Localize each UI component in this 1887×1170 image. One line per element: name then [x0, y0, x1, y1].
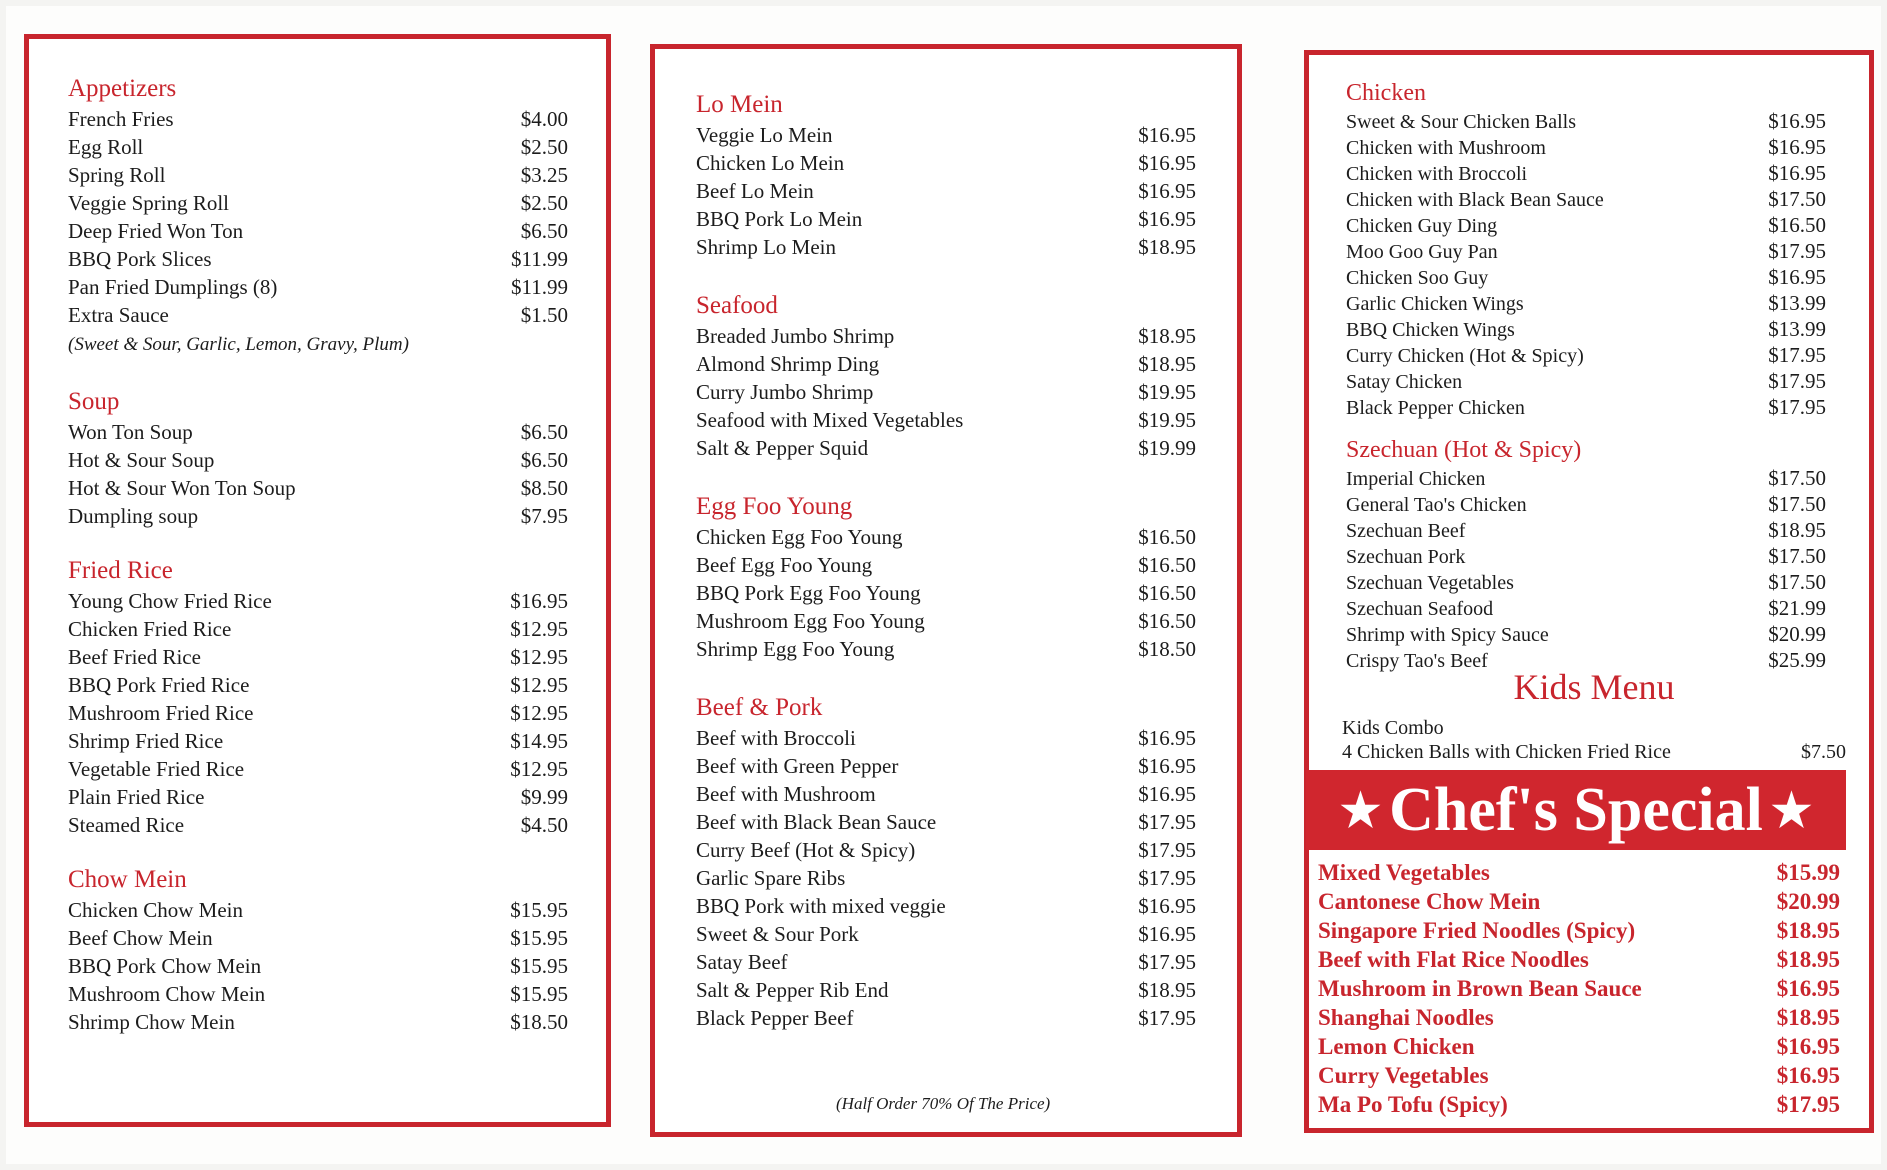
item-price: $17.50: [1768, 492, 1826, 516]
item-price: $17.95: [1138, 866, 1196, 890]
item-price: $16.50: [1138, 581, 1196, 605]
menu-item: [696, 976, 1196, 1004]
menu-item: [68, 217, 568, 245]
menu-section: [696, 90, 1196, 261]
menu-column-1: [68, 74, 568, 1062]
chef-special-item: [1318, 1003, 1840, 1032]
item-name: Black Pepper Chicken: [1346, 397, 1525, 419]
item-price: $13.99: [1768, 291, 1826, 315]
menu-item: [1346, 239, 1826, 265]
item-price: $15.95: [510, 898, 568, 922]
item-name: Garlic Spare Ribs: [696, 866, 846, 890]
section-title: Beef & Pork: [696, 694, 823, 721]
section-title: Chicken: [1346, 80, 1426, 106]
item-price: $16.95: [1768, 161, 1826, 185]
menu-section: [696, 693, 1196, 1032]
item-price: $16.95: [1138, 922, 1196, 946]
menu-section: [68, 387, 568, 530]
item-price: $2.50: [520, 135, 568, 159]
item-name: Black Pepper Beef: [696, 1006, 854, 1030]
item-name: Seafood with Mixed Vegetables: [696, 408, 964, 432]
item-name: Beef Lo Mein: [696, 179, 814, 203]
item-price: $17.95: [1768, 239, 1826, 263]
menu-item: [68, 245, 568, 273]
kids-combo-item: [1342, 740, 1846, 764]
menu-item: [1346, 265, 1826, 291]
half-order-note: (Half Order 70% Of The Price): [836, 1094, 1051, 1113]
chef-item-name: Mixed Vegetables: [1318, 860, 1490, 885]
chef-item-price: $18.95: [1776, 947, 1840, 972]
item-name: Hot & Sour Won Ton Soup: [68, 476, 296, 500]
item-name: Shrimp with Spicy Sauce: [1346, 624, 1549, 646]
menu-item: [696, 836, 1196, 864]
chef-item-price: $17.95: [1776, 1092, 1840, 1117]
item-price: $14.95: [510, 729, 568, 753]
item-price: $12.95: [510, 617, 568, 641]
item-name: Beef with Broccoli: [696, 726, 856, 750]
menu-item: [696, 233, 1196, 261]
item-price: $3.25: [520, 163, 568, 187]
item-price: $16.50: [1138, 525, 1196, 549]
chefs-special-banner: [1306, 770, 1846, 850]
item-price: $16.95: [1138, 123, 1196, 147]
item-price: $16.95: [510, 589, 568, 613]
section-title: Seafood: [696, 292, 778, 319]
item-price: $16.95: [1138, 726, 1196, 750]
item-price: $17.50: [1768, 466, 1826, 490]
item-price: $11.99: [511, 275, 568, 299]
item-price: $17.95: [1768, 369, 1826, 393]
menu-item: [68, 502, 568, 530]
section-title: Lo Mein: [696, 91, 783, 118]
menu-item: [696, 948, 1196, 976]
item-name: Chicken Egg Foo Young: [696, 525, 903, 549]
menu-item: [68, 924, 568, 952]
item-name: Szechuan Seafood: [1346, 598, 1494, 620]
chef-item-price: $18.95: [1776, 918, 1840, 943]
menu-item: [68, 105, 568, 133]
section-title: Chow Mein: [68, 866, 187, 893]
item-price: $16.95: [1138, 782, 1196, 806]
item-name: Veggie Spring Roll: [68, 191, 229, 215]
item-price: $19.99: [1138, 436, 1196, 460]
menu-item: [68, 980, 568, 1008]
item-price: $18.95: [1768, 518, 1826, 542]
kids-combo-desc: 4 Chicken Balls with Chicken Fried Rice: [1342, 741, 1671, 763]
item-name: Vegetable Fried Rice: [68, 757, 245, 781]
menu-item: [1346, 135, 1826, 161]
item-price: $20.99: [1768, 622, 1826, 646]
chef-item-price: $16.95: [1776, 976, 1840, 1001]
kids-menu: [1342, 664, 1846, 764]
item-price: $11.99: [511, 247, 568, 271]
item-name: Satay Beef: [696, 950, 788, 974]
item-name: Almond Shrimp Ding: [696, 352, 880, 376]
item-name: Beef with Black Bean Sauce: [696, 810, 937, 834]
item-name: Breaded Jumbo Shrimp: [696, 324, 895, 348]
item-price: $4.50: [520, 813, 568, 837]
item-price: $17.95: [1138, 810, 1196, 834]
item-name: Chicken Fried Rice: [68, 617, 232, 641]
chef-special-item: [1318, 1061, 1840, 1090]
item-name: Chicken Lo Mein: [696, 151, 845, 175]
item-price: $12.95: [510, 673, 568, 697]
section-note: (Sweet & Sour, Garlic, Lemon, Gravy, Plum): [68, 334, 409, 355]
item-name: Sweet & Sour Pork: [696, 922, 859, 946]
section-title: Fried Rice: [68, 557, 173, 584]
menu-section: [68, 865, 568, 1036]
item-name: Shrimp Chow Mein: [68, 1010, 235, 1034]
menu-item: [68, 1008, 568, 1036]
item-price: $17.95: [1138, 950, 1196, 974]
menu-item: [1346, 109, 1826, 135]
menu-item: [1346, 544, 1826, 570]
menu-item: [1346, 369, 1826, 395]
menu-item: [1346, 518, 1826, 544]
item-name: Pan Fried Dumplings (8): [68, 275, 278, 299]
item-price: $16.95: [1768, 109, 1826, 133]
chefs-special-list: [1318, 858, 1840, 1119]
item-price: $16.50: [1138, 609, 1196, 633]
item-name: Won Ton Soup: [68, 420, 193, 444]
chef-item-price: $16.95: [1776, 1063, 1840, 1088]
menu-item: [696, 149, 1196, 177]
chef-special-item: [1318, 858, 1840, 887]
item-name: Chicken Chow Mein: [68, 898, 243, 922]
item-price: $6.50: [520, 219, 568, 243]
menu-item: [68, 446, 568, 474]
menu-section: [1346, 78, 1826, 421]
item-price: $6.50: [520, 448, 568, 472]
item-name: Szechuan Vegetables: [1346, 572, 1514, 594]
item-price: $8.50: [520, 476, 568, 500]
kids-combo-price: $7.50: [1801, 741, 1846, 763]
menu-item: [696, 322, 1196, 350]
item-price: $16.95: [1138, 894, 1196, 918]
item-name: Szechuan Beef: [1346, 520, 1466, 542]
menu-item: [696, 205, 1196, 233]
menu-item: [1346, 596, 1826, 622]
item-price: $18.95: [1138, 235, 1196, 259]
menu-item: [1346, 187, 1826, 213]
item-name: Beef with Green Pepper: [696, 754, 899, 778]
menu-item: [696, 808, 1196, 836]
item-name: Curry Beef (Hot & Spicy): [696, 838, 916, 862]
item-name: Mushroom Fried Rice: [68, 701, 254, 725]
menu-item: [68, 896, 568, 924]
item-name: Egg Roll: [68, 135, 144, 159]
item-name: Beef Egg Foo Young: [696, 553, 873, 577]
menu-item: [68, 615, 568, 643]
menu-section: [696, 492, 1196, 663]
chef-special-item: [1318, 1032, 1840, 1061]
item-price: $12.95: [510, 757, 568, 781]
item-name: Szechuan Pork: [1346, 546, 1466, 568]
item-price: $17.50: [1768, 544, 1826, 568]
menu-item: [1346, 570, 1826, 596]
item-price: $6.50: [520, 420, 568, 444]
item-price: $12.95: [510, 701, 568, 725]
chef-item-price: $18.95: [1776, 1005, 1840, 1030]
item-name: Salt & Pepper Squid: [696, 436, 869, 460]
item-price: $15.95: [510, 954, 568, 978]
menu-item: [1346, 492, 1826, 518]
item-name: BBQ Chicken Wings: [1346, 319, 1515, 341]
item-name: Young Chow Fried Rice: [68, 589, 272, 613]
item-name: Deep Fried Won Ton: [68, 219, 244, 243]
item-price: $18.95: [1138, 324, 1196, 348]
menu-item: [1346, 466, 1826, 492]
item-price: $16.50: [1768, 213, 1826, 237]
item-name: BBQ Pork Slices: [68, 247, 212, 271]
item-price: $7.95: [520, 504, 568, 528]
item-price: $15.95: [510, 926, 568, 950]
menu-item: [696, 523, 1196, 551]
chefs-special-title: Chef's Special: [1389, 775, 1763, 844]
menu-item: [1346, 317, 1826, 343]
item-price: $21.99: [1768, 596, 1826, 620]
menu-item: [1346, 213, 1826, 239]
item-price: $18.50: [510, 1010, 568, 1034]
menu-item: [68, 727, 568, 755]
chef-special-item: [1318, 945, 1840, 974]
item-price: $19.95: [1138, 408, 1196, 432]
menu-item: [68, 811, 568, 839]
item-price: $16.95: [1768, 265, 1826, 289]
chef-item-name: Beef with Flat Rice Noodles: [1318, 947, 1589, 972]
item-name: Plain Fried Rice: [68, 785, 205, 809]
item-name: Veggie Lo Mein: [696, 123, 833, 147]
chef-item-name: Mushroom in Brown Bean Sauce: [1318, 976, 1642, 1001]
item-name: Chicken with Broccoli: [1346, 163, 1528, 185]
item-name: BBQ Pork Lo Mein: [696, 207, 863, 231]
menu-item: [68, 474, 568, 502]
item-name: Dumpling soup: [68, 504, 199, 528]
item-price: $15.95: [510, 982, 568, 1006]
item-name: Moo Goo Guy Pan: [1346, 241, 1498, 263]
item-price: $18.95: [1138, 352, 1196, 376]
item-name: Crispy Tao's Beef: [1346, 650, 1488, 672]
section-title: Soup: [68, 388, 120, 415]
chef-item-price: $20.99: [1776, 889, 1840, 914]
menu-item: [68, 273, 568, 301]
item-name: Mushroom Egg Foo Young: [696, 609, 925, 633]
menu-item: [68, 587, 568, 615]
menu-item: [68, 418, 568, 446]
item-name: Satay Chicken: [1346, 371, 1463, 393]
menu-item: [696, 378, 1196, 406]
chef-special-item: [1318, 1090, 1840, 1119]
menu-item: [696, 864, 1196, 892]
section-title: Appetizers: [68, 75, 177, 102]
menu-column-3: [1346, 78, 1826, 688]
item-name: Beef Fried Rice: [68, 645, 201, 669]
item-name: Beef with Mushroom: [696, 782, 876, 806]
chef-special-item: [1318, 974, 1840, 1003]
menu-item: [696, 406, 1196, 434]
menu-item: [696, 607, 1196, 635]
item-price: $25.99: [1768, 648, 1826, 672]
chef-item-name: Cantonese Chow Mein: [1318, 889, 1541, 914]
item-price: $16.95: [1138, 207, 1196, 231]
item-name: Chicken with Black Bean Sauce: [1346, 189, 1604, 211]
item-price: $4.00: [520, 107, 568, 131]
item-name: Chicken Soo Guy: [1346, 267, 1489, 289]
item-name: Chicken with Mushroom: [1346, 137, 1546, 159]
item-price: $17.95: [1768, 395, 1826, 419]
menu-column-2: [696, 90, 1196, 1062]
menu-section: [696, 291, 1196, 462]
menu-item: [68, 755, 568, 783]
item-name: Steamed Rice: [68, 813, 185, 837]
item-name: Spring Roll: [68, 163, 166, 187]
item-price: $17.95: [1138, 838, 1196, 862]
item-name: BBQ Pork Chow Mein: [68, 954, 262, 978]
menu-item: [696, 551, 1196, 579]
chef-item-name: Shanghai Noodles: [1318, 1005, 1494, 1030]
menu-item: [696, 434, 1196, 462]
menu-item: [696, 121, 1196, 149]
item-name: Salt & Pepper Rib End: [696, 978, 889, 1002]
star-icon: ★: [1770, 785, 1813, 836]
section-title: Szechuan (Hot & Spicy): [1346, 437, 1582, 463]
chef-item-price: $16.95: [1776, 1034, 1840, 1059]
item-price: $16.95: [1768, 135, 1826, 159]
item-price: $2.50: [520, 191, 568, 215]
item-price: $17.50: [1768, 570, 1826, 594]
menu-section: [68, 74, 568, 361]
chef-special-item: [1318, 887, 1840, 916]
chef-item-name: Singapore Fried Noodles (Spicy): [1318, 918, 1636, 943]
item-price: $13.99: [1768, 317, 1826, 341]
item-price: $16.95: [1138, 754, 1196, 778]
item-name: BBQ Pork Fried Rice: [68, 673, 250, 697]
menu-item: [696, 892, 1196, 920]
item-name: Shrimp Fried Rice: [68, 729, 224, 753]
menu-item: [68, 189, 568, 217]
menu-section: [68, 556, 568, 839]
menu-item: [68, 952, 568, 980]
item-name: BBQ Pork with mixed veggie: [696, 894, 946, 918]
item-name: Garlic Chicken Wings: [1346, 293, 1524, 315]
item-price: $9.99: [520, 785, 568, 809]
item-name: French Fries: [68, 107, 174, 131]
menu-item: [696, 579, 1196, 607]
menu-item: [696, 724, 1196, 752]
menu-item: [68, 671, 568, 699]
item-price: $18.95: [1138, 978, 1196, 1002]
item-name: Beef Chow Mein: [68, 926, 213, 950]
item-name: Shrimp Egg Foo Young: [696, 637, 895, 661]
menu-item: [1346, 291, 1826, 317]
menu-item: [696, 780, 1196, 808]
item-name: Curry Jumbo Shrimp: [696, 380, 874, 404]
menu-item: [696, 350, 1196, 378]
menu-item: [68, 301, 568, 329]
item-name: Curry Chicken (Hot & Spicy): [1346, 345, 1584, 367]
item-name: BBQ Pork Egg Foo Young: [696, 581, 921, 605]
menu-item: [696, 752, 1196, 780]
item-price: $1.50: [520, 303, 568, 327]
item-price: $17.50: [1768, 187, 1826, 211]
menu-item: [1346, 343, 1826, 369]
menu-item: [68, 699, 568, 727]
menu-item: [1346, 622, 1826, 648]
item-name: Chicken Guy Ding: [1346, 215, 1498, 237]
menu-item: [68, 133, 568, 161]
item-name: General Tao's Chicken: [1346, 494, 1527, 516]
menu-item: [696, 920, 1196, 948]
menu-item: [68, 783, 568, 811]
item-name: Extra Sauce: [68, 303, 169, 327]
menu-item: [696, 177, 1196, 205]
item-name: Imperial Chicken: [1346, 468, 1486, 490]
kids-combo-label: Kids Combo: [1342, 717, 1444, 739]
item-name: Shrimp Lo Mein: [696, 235, 836, 259]
menu-item: [1346, 395, 1826, 421]
item-name: Sweet & Sour Chicken Balls: [1346, 111, 1576, 133]
kids-menu-title: Kids Menu: [1513, 667, 1675, 707]
item-price: $16.95: [1138, 151, 1196, 175]
item-price: $12.95: [510, 645, 568, 669]
item-price: $17.95: [1768, 343, 1826, 367]
item-price: $17.95: [1138, 1006, 1196, 1030]
item-name: Hot & Sour Soup: [68, 448, 215, 472]
menu-item: [696, 635, 1196, 663]
section-title: Egg Foo Young: [696, 493, 853, 520]
item-price: $18.50: [1138, 637, 1196, 661]
item-price: $19.95: [1138, 380, 1196, 404]
chef-special-item: [1318, 916, 1840, 945]
chef-item-name: Ma Po Tofu (Spicy): [1318, 1092, 1508, 1117]
menu-item: [68, 161, 568, 189]
chef-item-name: Curry Vegetables: [1318, 1063, 1489, 1088]
chef-item-price: $15.99: [1776, 860, 1840, 885]
chef-item-name: Lemon Chicken: [1318, 1034, 1475, 1059]
star-icon: ★: [1339, 785, 1382, 836]
menu-item: [68, 643, 568, 671]
item-price: $16.95: [1138, 179, 1196, 203]
menu-section: [1346, 435, 1826, 674]
item-price: $16.50: [1138, 553, 1196, 577]
menu-item: [1346, 161, 1826, 187]
item-name: Mushroom Chow Mein: [68, 982, 266, 1006]
menu-item: [696, 1004, 1196, 1032]
